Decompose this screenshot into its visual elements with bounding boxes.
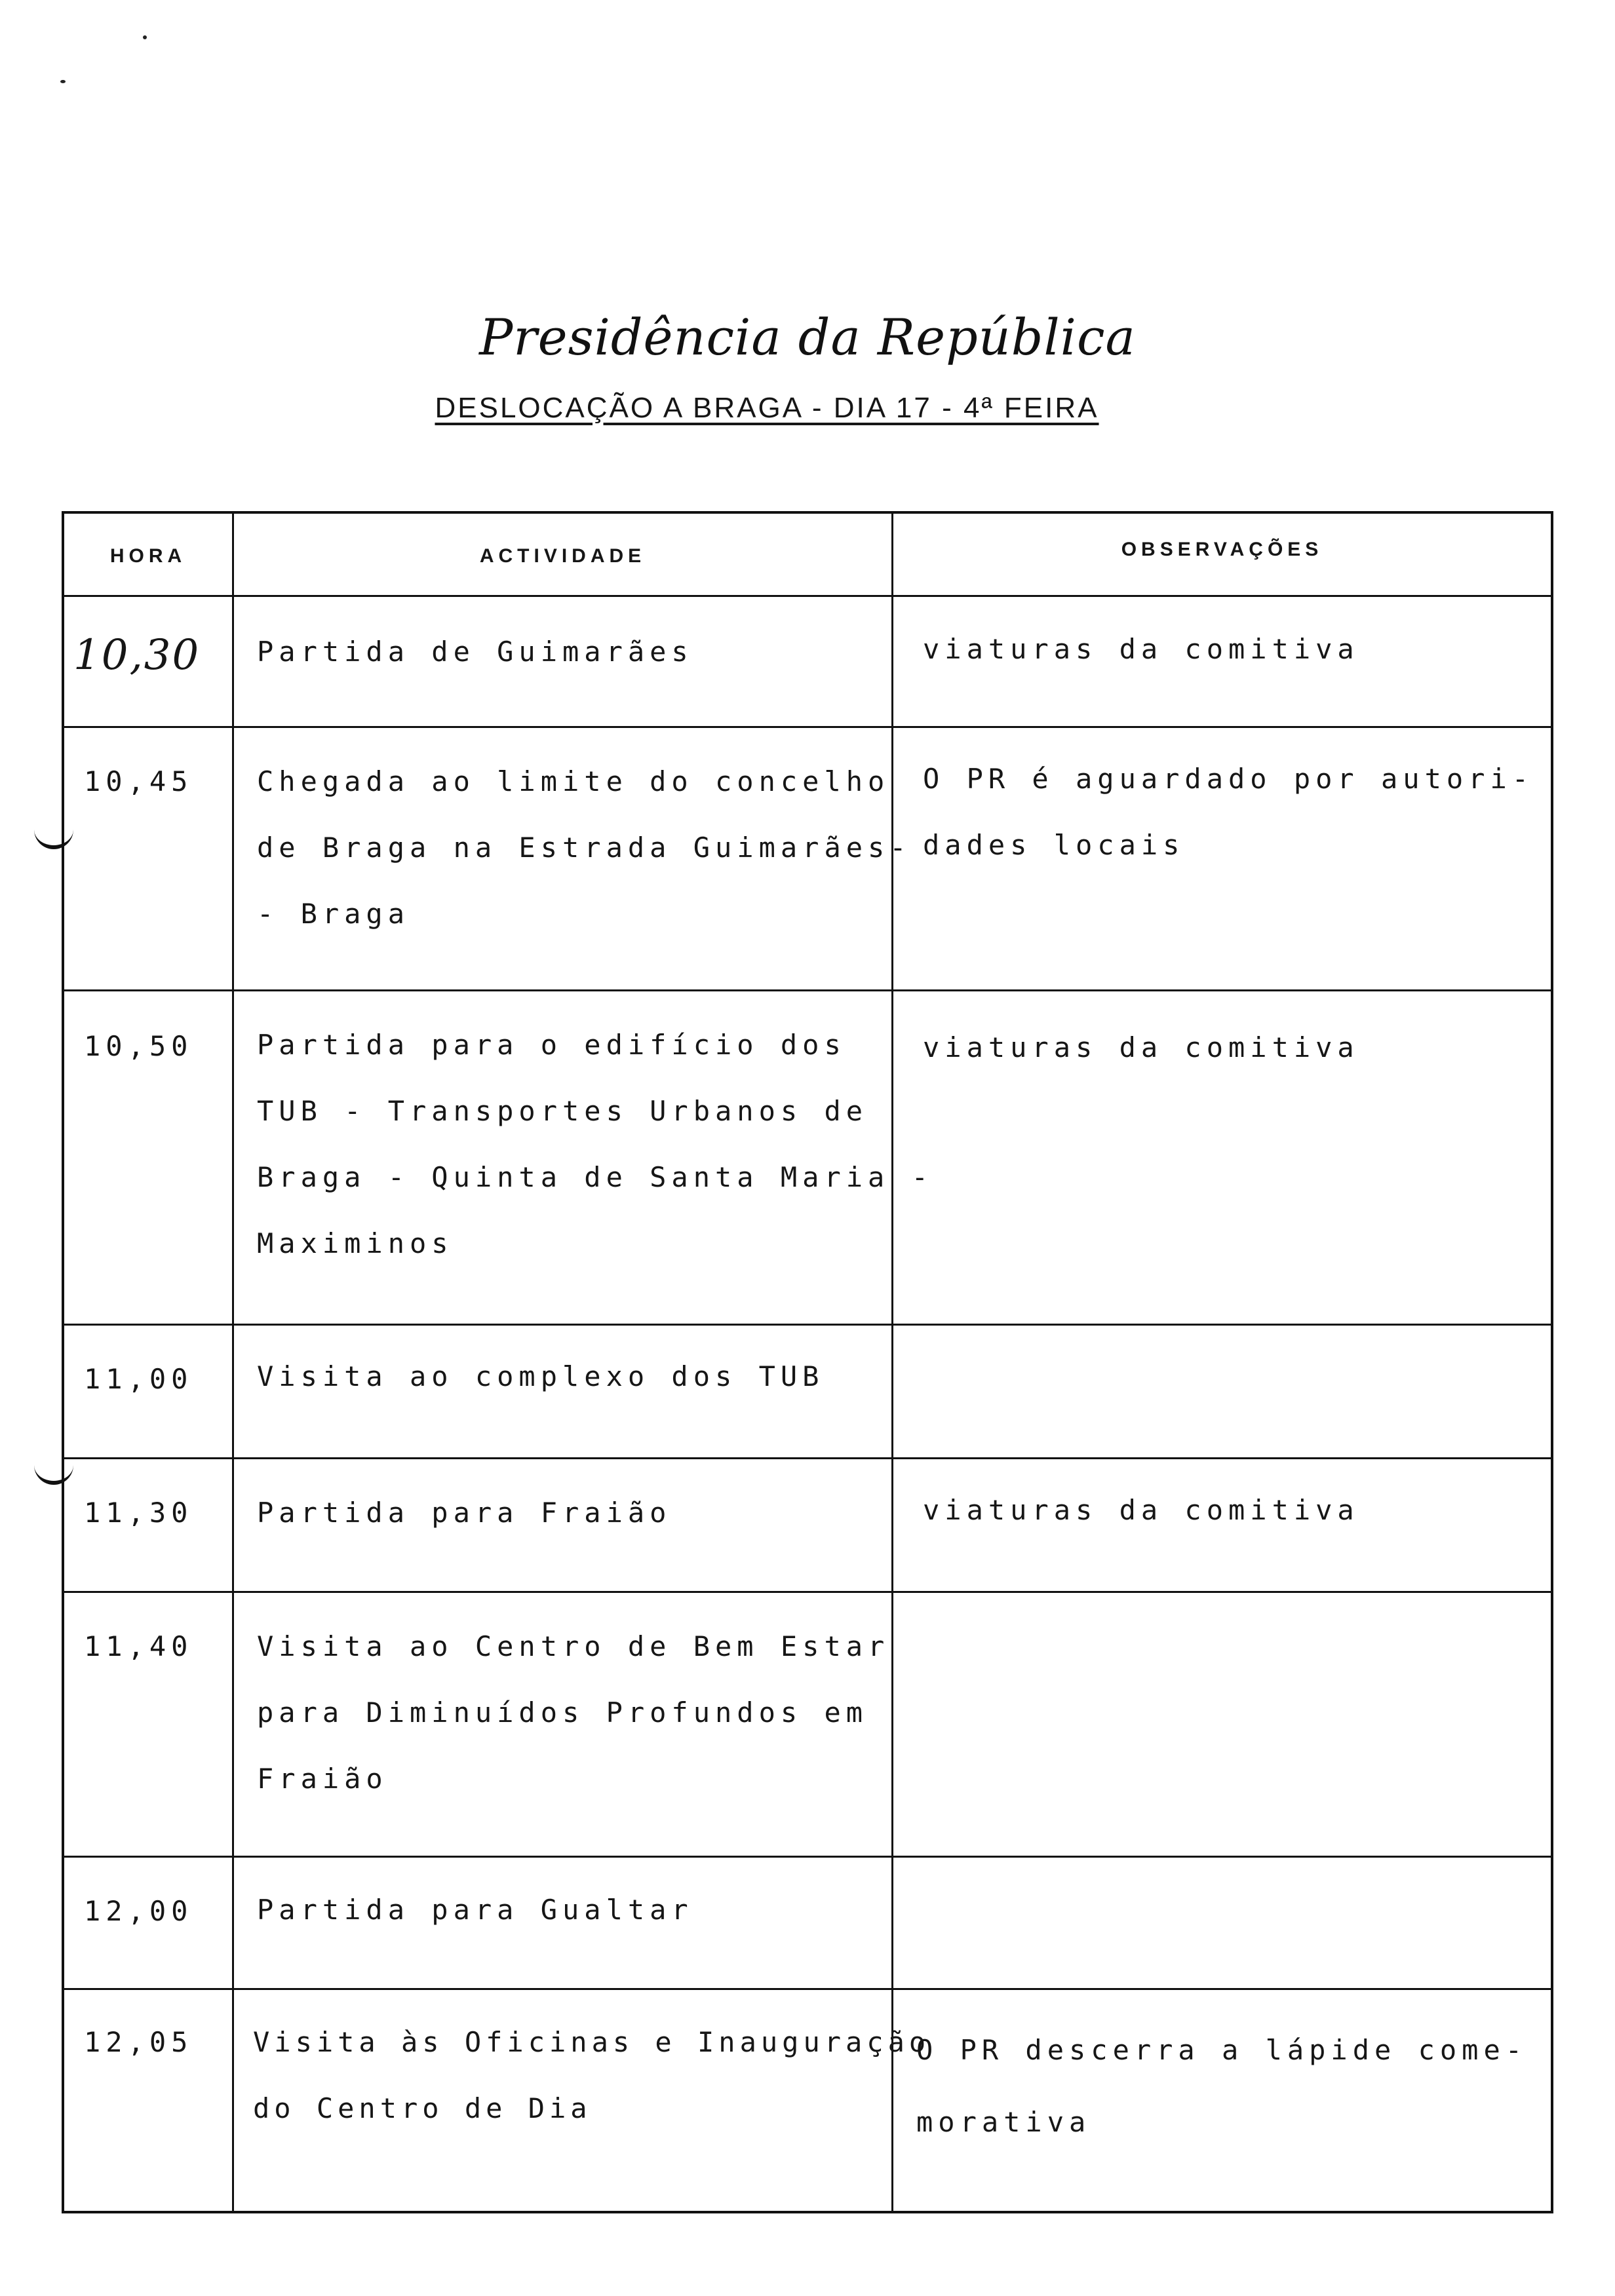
row-1-observacoes: viaturas da comitiva [923, 633, 1359, 665]
row-7-hora: 12,00 [84, 1895, 193, 1927]
row-8-actividade: Visita às Oficinas e Inauguração do Centro de Dia [253, 2026, 931, 2124]
row-divider [64, 1591, 1551, 1593]
row-divider [64, 726, 1551, 728]
document-title: DESLOCAÇÃO A BRAGA - DIA 17 - 4ª FEIRA [435, 392, 1099, 424]
row-divider [64, 989, 1551, 991]
column-header-observacoes: OBSERVAÇÕES [1121, 539, 1323, 560]
row-divider [64, 1988, 1551, 1990]
row-5-actividade: Partida para Fraião [257, 1497, 672, 1529]
schedule-table [62, 511, 1553, 2213]
row-4-hora: 11,00 [84, 1363, 193, 1395]
column-divider [232, 514, 234, 2211]
row-5-hora: 11,30 [84, 1497, 193, 1529]
row-3-actividade: Partida para o edifício dos TUB - Transportes Urbanos de Braga - Quinta de Santa Maria - Maximinos [257, 1029, 933, 1259]
column-header-actividade: ACTIVIDADE [479, 545, 646, 567]
row-divider [64, 1324, 1551, 1326]
scan-speck [60, 80, 66, 83]
row-divider [64, 1457, 1551, 1459]
row-3-observacoes: viaturas da comitiva [923, 1031, 1359, 1063]
row-2-observacoes: O PR é aguardado por autori- dades locais [923, 763, 1534, 861]
row-8-hora: 12,05 [84, 2026, 193, 2058]
row-3-hora: 10,50 [84, 1030, 193, 1062]
row-1-hora: 10,30 [73, 631, 201, 679]
column-header-hora: HORA [109, 545, 187, 567]
row-2-hora: 10,45 [84, 765, 193, 797]
row-8-observacoes: O PR descerra a lápide come- morativa [916, 2034, 1528, 2138]
row-7-actividade: Partida para Gualtar [257, 1894, 693, 1926]
row-1-actividade: Partida de Guimarães [257, 636, 693, 668]
row-6-actividade: Visita ao Centro de Bem Estar para Diminuídos Profundos em Fraião [257, 1630, 890, 1795]
scan-speck [143, 35, 147, 39]
letterhead: Presidência da República [479, 308, 1136, 366]
row-divider [64, 595, 1551, 597]
row-4-actividade: Visita ao complexo dos TUB [257, 1360, 825, 1392]
row-5-observacoes: viaturas da comitiva [923, 1494, 1359, 1526]
row-divider [64, 1856, 1551, 1858]
row-6-hora: 11,40 [84, 1630, 193, 1662]
row-2-actividade: Chegada ao limite do concelho de Braga na Estrada Guimarães- - Braga [257, 765, 912, 930]
